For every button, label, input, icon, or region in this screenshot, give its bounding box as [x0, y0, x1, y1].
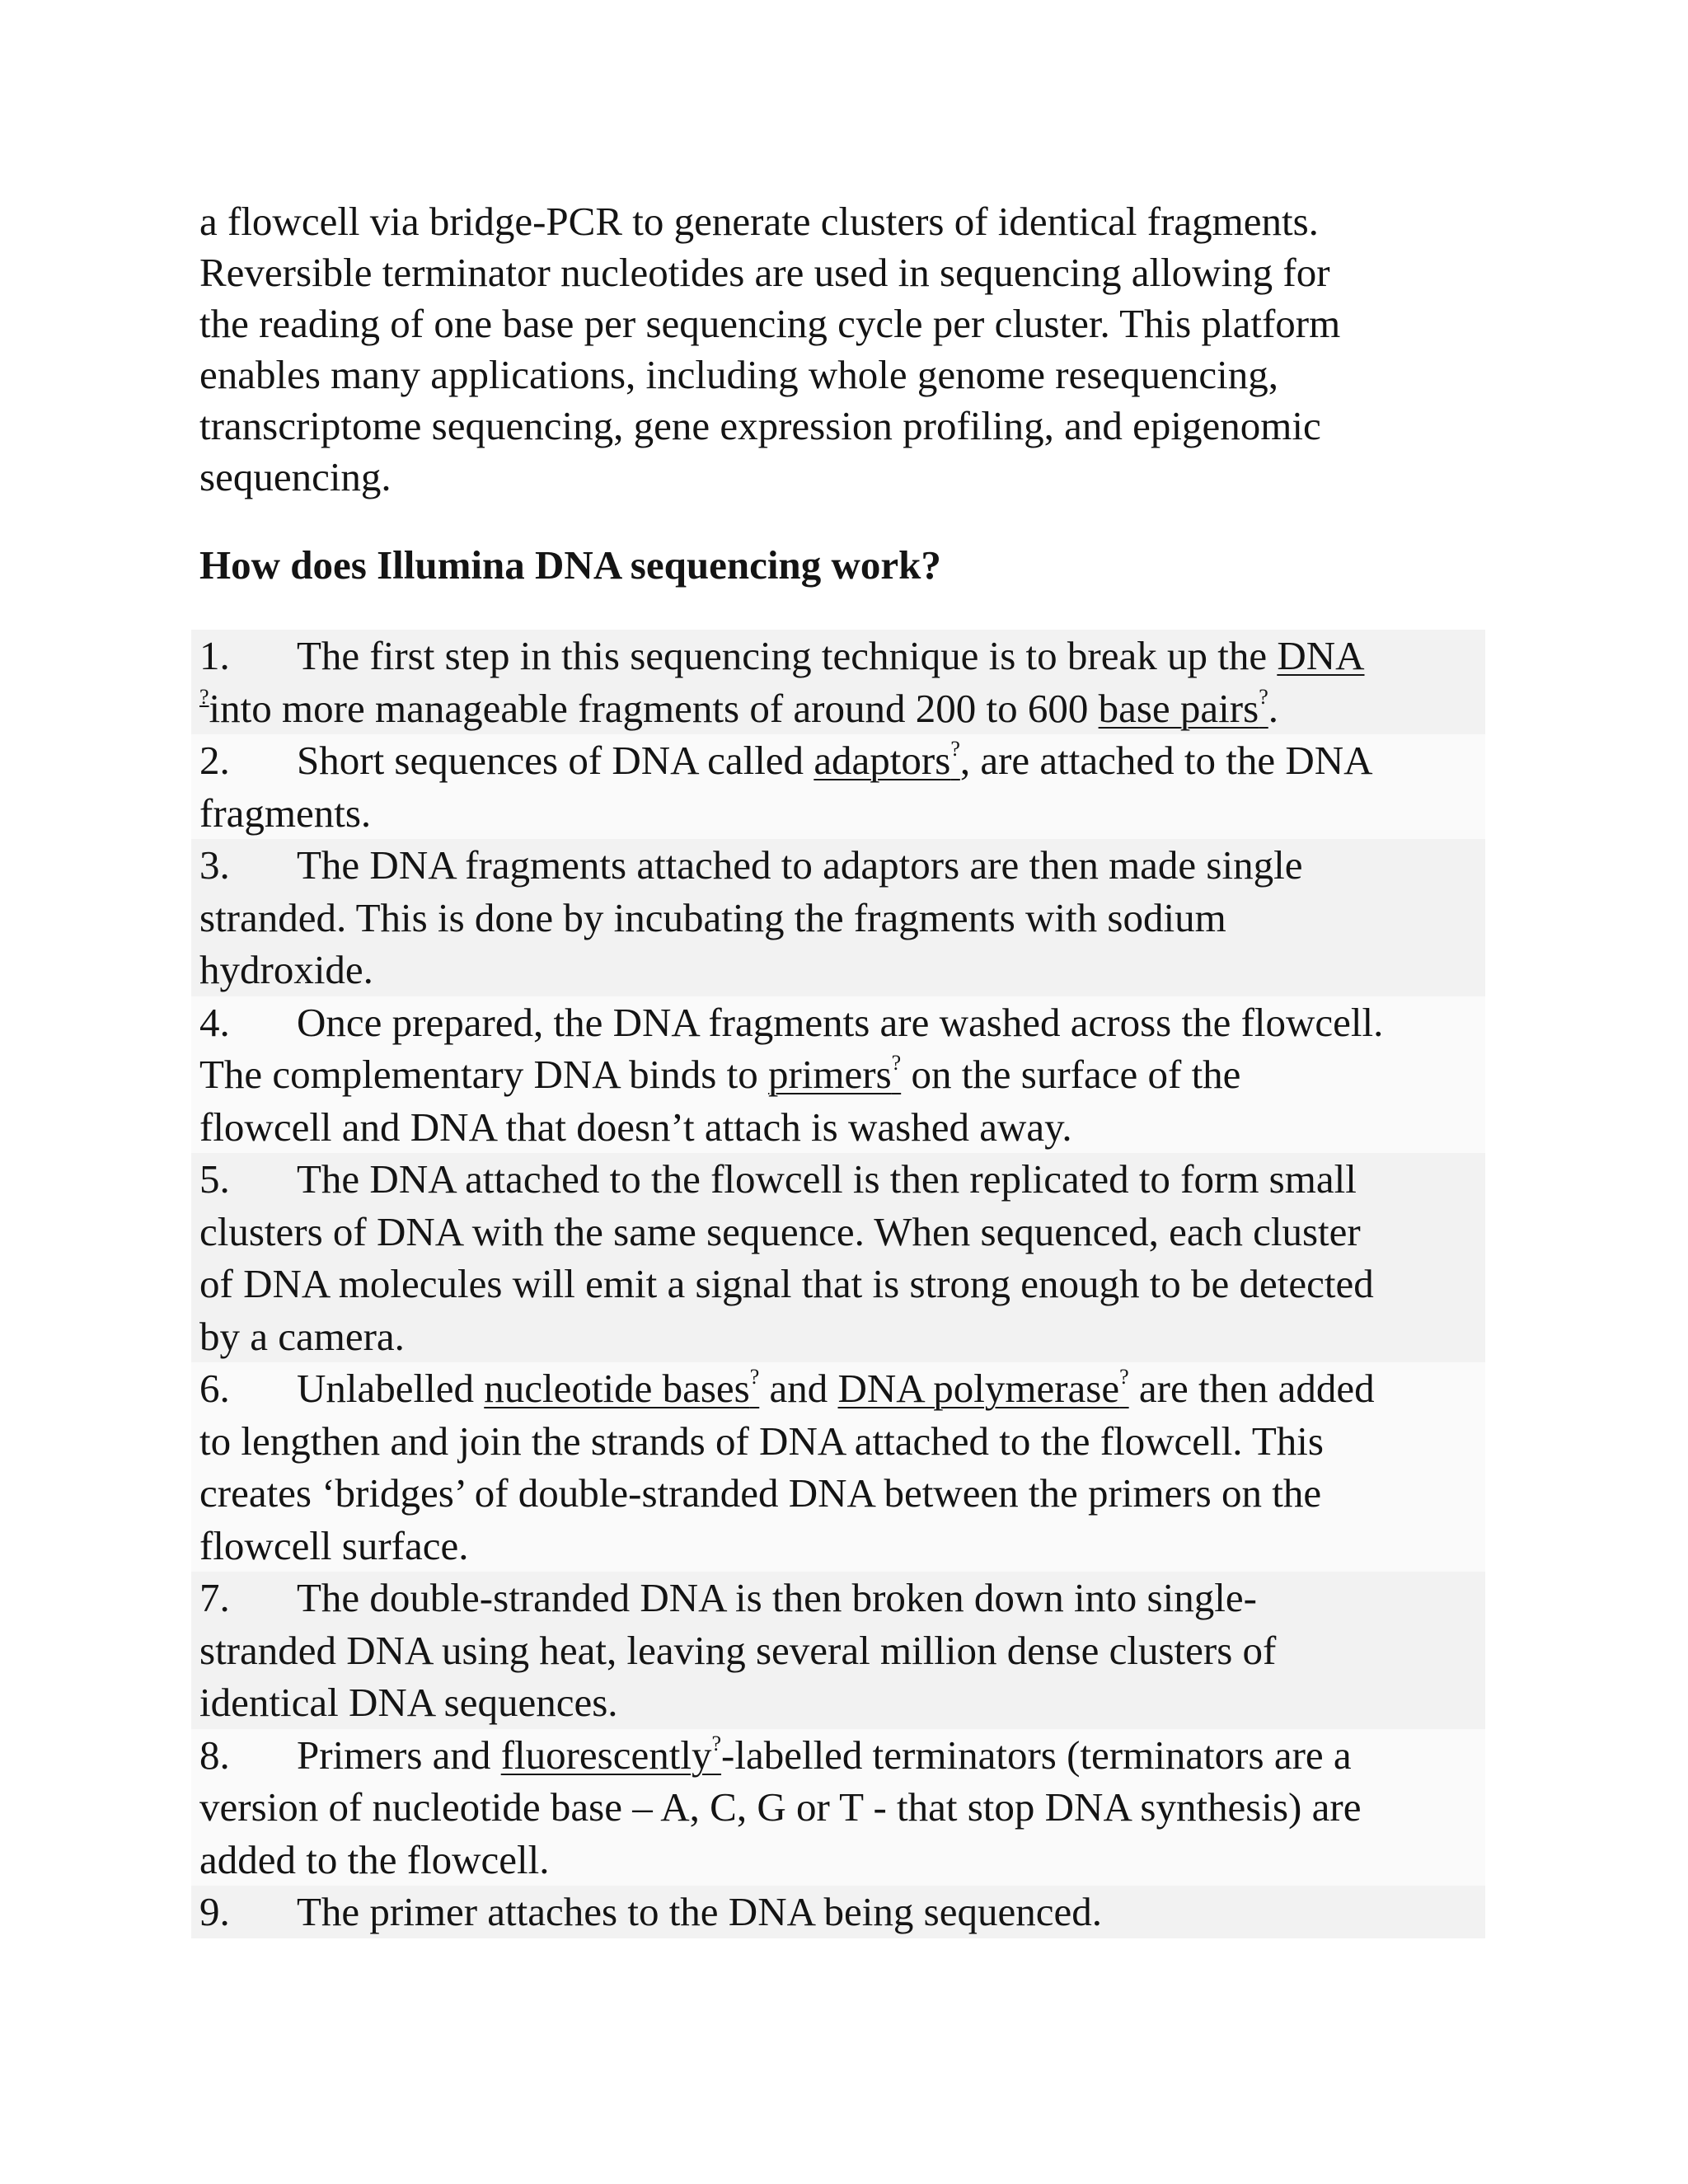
step-line — [199, 1729, 1485, 1782]
step-number: 3. — [199, 842, 230, 888]
step-text: . — [1268, 685, 1278, 731]
section-heading: How does Illumina DNA sequencing work? — [199, 542, 941, 588]
glossary-marker-icon: ? — [749, 1365, 760, 1389]
step-text: Short sequences of DNA called — [297, 738, 814, 783]
step-text: The DNA fragments attached to adaptors are then made single — [297, 842, 1303, 888]
glossary-marker-icon[interactable]: ? — [199, 684, 209, 709]
step-line: hydroxide. — [199, 947, 373, 992]
step-line — [199, 1153, 1485, 1206]
step-3 — [191, 839, 1485, 996]
step-7 — [191, 1572, 1485, 1729]
glossary-marker-icon: ? — [1119, 1365, 1129, 1389]
glossary-link-fluorescently[interactable] — [501, 1732, 721, 1778]
step-line — [199, 839, 1485, 892]
glossary-link-primers[interactable] — [768, 1052, 901, 1097]
step-text: The first step in this sequencing technique is to break up the — [297, 633, 1278, 678]
glossary-marker-icon: ? — [711, 1731, 722, 1755]
step-line: clusters of DNA with the same sequence. When sequenced, each cluster — [199, 1208, 1361, 1254]
step-number: 9. — [199, 1889, 230, 1934]
step-text: -labelled terminators (terminators are a — [721, 1732, 1352, 1778]
step-line: version of nucleotide base – A, C, G or T - that stop DNA synthesis) are — [199, 1784, 1362, 1830]
step-number: 7. — [199, 1575, 230, 1620]
glossary-link-base-pairs[interactable] — [1099, 686, 1268, 731]
intro-line: the reading of one base per sequencing cycle per cluster. This platform — [199, 301, 1341, 346]
step-line: identical DNA sequences. — [199, 1680, 618, 1725]
step-text: and — [759, 1366, 838, 1411]
glossary-term: primers — [767, 1052, 892, 1097]
step-text: The double-stranded DNA is then broken down into single- — [297, 1575, 1257, 1620]
step-number: 1. — [199, 633, 230, 678]
step-number: 5. — [199, 1156, 230, 1202]
intro-line: sequencing. — [199, 454, 392, 499]
glossary-marker-icon: ? — [950, 737, 960, 761]
glossary-term: adaptors — [814, 738, 951, 783]
step-line: stranded DNA using heat, leaving several million dense clusters of — [199, 1627, 1277, 1673]
step-line: to lengthen and join the strands of DNA attached to the flowcell. This — [199, 1418, 1324, 1464]
glossary-term: base pairs — [1098, 685, 1259, 731]
intro-line: Reversible terminator nucleotides are used in sequencing allowing for — [199, 250, 1330, 295]
step-line — [199, 734, 1485, 787]
step-number: 8. — [199, 1732, 230, 1778]
step-line: flowcell surface. — [199, 1522, 469, 1568]
step-text: , are attached to the DNA — [959, 738, 1373, 783]
step-line: of DNA molecules will emit a signal that is strong enough to be detected — [199, 1261, 1374, 1306]
intro-paragraph — [199, 196, 1485, 503]
step-line: creates ‘bridges’ of double-stranded DNA between the primers on the — [199, 1470, 1322, 1516]
step-line — [199, 1886, 1485, 1938]
glossary-link-dna[interactable]: DNA — [1277, 633, 1365, 678]
step-text: are then added — [1128, 1366, 1375, 1411]
step-number: 4. — [199, 999, 230, 1045]
step-1 — [191, 630, 1485, 734]
step-text: on the surface of the — [901, 1052, 1241, 1097]
step-line: flowcell and DNA that doesn’t attach is washed away. — [199, 1104, 1072, 1150]
step-line — [199, 682, 1485, 735]
step-text: The primer attaches to the DNA being sequenced. — [297, 1889, 1102, 1934]
step-line: added to the flowcell. — [199, 1836, 550, 1882]
glossary-marker-icon: ? — [1259, 684, 1268, 709]
glossary-term: fluorescently — [500, 1732, 712, 1778]
steps-list — [191, 630, 1485, 1938]
step-text: into more manageable fragments of around 200 to 600 — [209, 685, 1099, 731]
glossary-link-nucleotide-bases[interactable] — [484, 1366, 759, 1411]
step-text: Primers and — [297, 1732, 501, 1778]
step-line: stranded. This is done by incubating the fragments with sodium — [199, 894, 1226, 940]
step-6 — [191, 1362, 1485, 1572]
step-text: The complementary DNA binds to — [199, 1052, 768, 1097]
step-4 — [191, 996, 1485, 1154]
step-line — [199, 1048, 1485, 1101]
step-line — [199, 1362, 1485, 1415]
step-number: 2. — [199, 738, 230, 783]
step-line — [199, 1572, 1485, 1624]
step-text: Once prepared, the DNA fragments are washed across the flowcell. — [297, 999, 1384, 1045]
step-line: by a camera. — [199, 1313, 405, 1359]
step-line: fragments. — [199, 790, 372, 836]
step-text: Unlabelled — [297, 1366, 485, 1411]
step-text: The DNA attached to the flowcell is then replicated to form small — [297, 1156, 1357, 1202]
step-2 — [191, 734, 1485, 839]
intro-line: transcriptome sequencing, gene expression profiling, and epigenomic — [199, 403, 1321, 448]
step-8 — [191, 1729, 1485, 1886]
glossary-marker-icon: ? — [891, 1051, 902, 1075]
step-line — [199, 996, 1485, 1049]
step-number: 6. — [199, 1366, 230, 1411]
glossary-term: DNA polymerase — [837, 1366, 1120, 1411]
step-9 — [191, 1886, 1485, 1938]
glossary-term: nucleotide bases — [484, 1366, 750, 1411]
intro-line: enables many applications, including whole genome resequencing, — [199, 352, 1279, 397]
glossary-link-dna-polymerase[interactable] — [838, 1366, 1129, 1411]
step-line — [199, 630, 1485, 682]
intro-line: a flowcell via bridge-PCR to generate clusters of identical fragments. — [199, 199, 1319, 244]
glossary-link-adaptors[interactable] — [814, 738, 960, 783]
step-5 — [191, 1153, 1485, 1362]
